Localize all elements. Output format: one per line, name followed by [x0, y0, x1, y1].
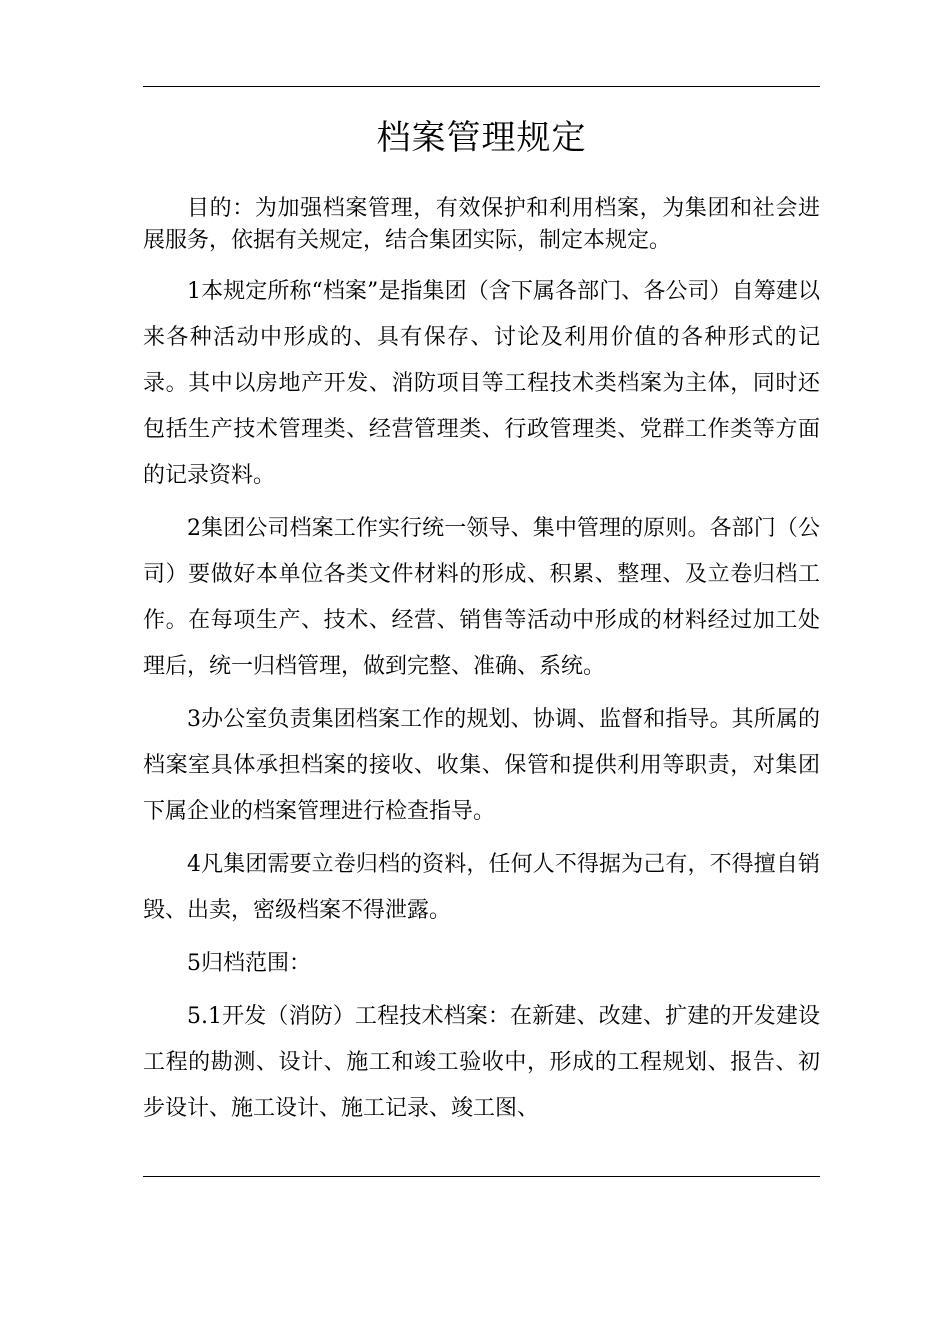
paragraph-5-1: 5.1开发（消防）工程技术档案：在新建、改建、扩建的开发建设工程的勘测、设计、施工和竣工验收中，形成的工程规划、报告、初步设计、施工设计、施工记录、竣工图、 [143, 1004, 820, 1121]
paragraph-4: 4凡集团需要立卷归档的资料，任何人不得据为己有，不得擅自销毁、出卖，密级档案不得泄露。 [143, 852, 820, 923]
paragraph-purpose: 目的：为加强档案管理，有效保护和利用档案，为集团和社会进展服务，依据有关规定，结合集团实际，制定本规定。 [143, 196, 820, 253]
document-body [143, 193, 820, 1139]
document-title: 档案管理规定 [376, 118, 587, 158]
paragraph-5: 5归档范围： [187, 951, 311, 976]
paragraph-2: 2集团公司档案工作实行统一领导、集中管理的原则。各部门（公司）要做好本单位各类文件材料的形成、积累、整理、及立卷归档工作。在每项生产、技术、经营、销售等活动中形成的材料经过加工处理后，统一归档管理，做到完整、准确、系统。 [143, 516, 820, 679]
footer-rule [143, 1176, 820, 1177]
paragraph-3: 3办公室负责集团档案工作的规划、协调、监督和指导。其所属的档案室具体承担档案的接收、收集、保管和提供利用等职责，对集团下属企业的档案管理进行检查指导。 [143, 707, 820, 824]
header-rule [143, 86, 820, 87]
paragraph-1: 1本规定所称“档案”是指集团（含下属各部门、各公司）自筹建以来各种活动中形成的、具有保存、讨论及利用价值的各种形式的记录。其中以房地产开发、消防项目等工程技术类档案为主体，同时还包括生产技术管理类、经营管理类、行政管理类、党群工作类等方面的记录资料。 [143, 279, 820, 488]
